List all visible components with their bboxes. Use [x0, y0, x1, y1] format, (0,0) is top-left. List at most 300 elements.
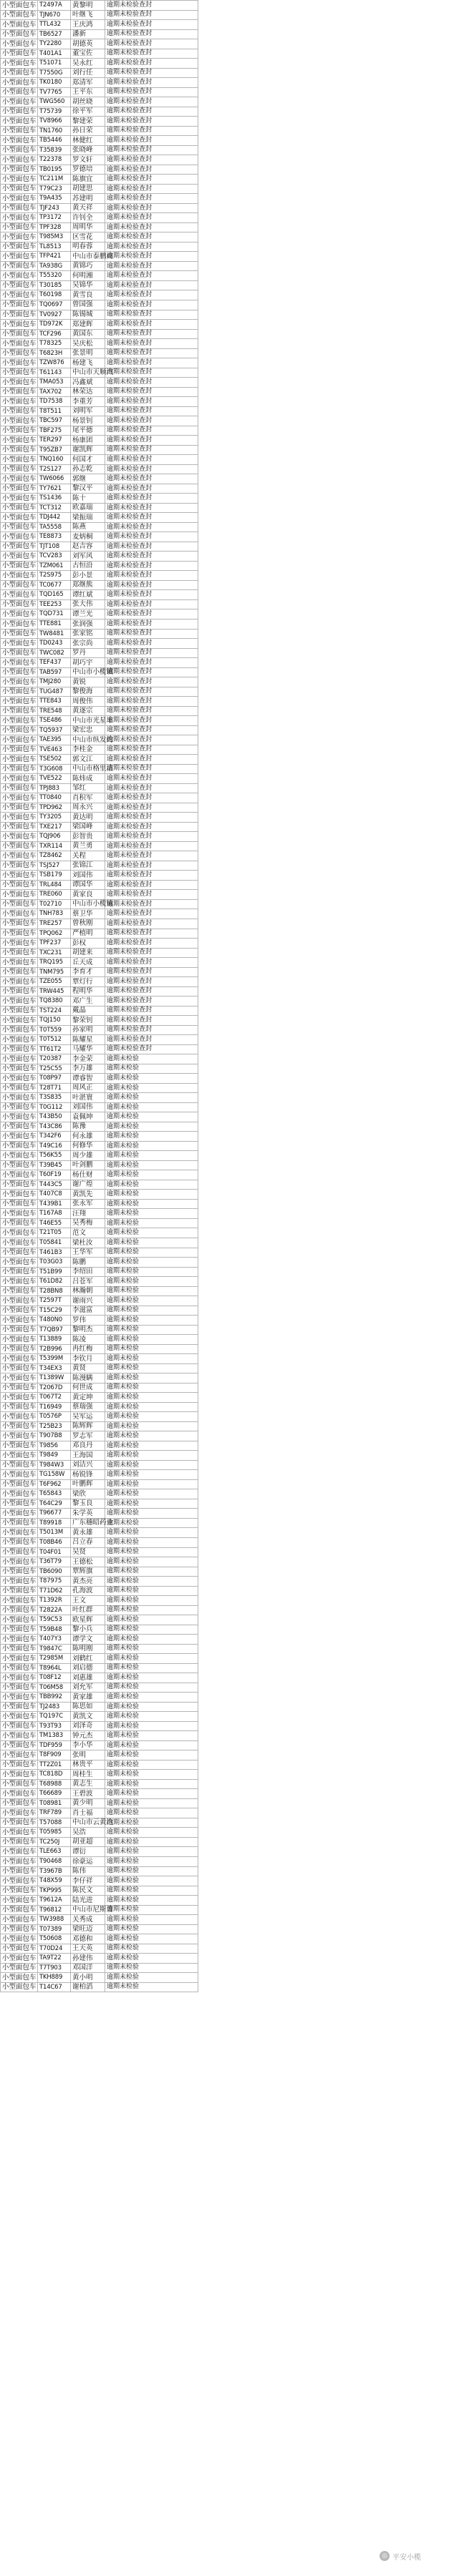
owner-name-cell: 刘惠雄: [71, 1673, 105, 1683]
status-cell: 逾期未检验查封: [105, 280, 198, 290]
vehicle-type-cell: 小型面包车: [1, 1228, 38, 1238]
plate-number-cell: T6823H: [38, 348, 71, 358]
vehicle-type-cell: 小型面包车: [1, 39, 38, 49]
status-cell: 逾期未检验查封: [105, 958, 198, 968]
vehicle-type-cell: 小型面包车: [1, 755, 38, 765]
plate-number-cell: TRE060: [38, 890, 71, 900]
status-cell: 逾期未检验查封: [105, 677, 198, 687]
table-row: [1, 1537, 198, 1547]
vehicle-type-cell: 小型面包车: [1, 1190, 38, 1200]
vehicle-type-cell: 小型面包车: [1, 87, 38, 97]
owner-name-cell: 周桂生: [71, 1770, 105, 1780]
owner-name-cell: 王华军: [71, 1248, 105, 1258]
vehicle-type-cell: 小型面包车: [1, 1760, 38, 1770]
plate-number-cell: TKP995: [38, 1886, 71, 1896]
vehicle-type-cell: 小型面包车: [1, 609, 38, 619]
status-cell: 逾期未检验查封: [105, 716, 198, 726]
plate-number-cell: TSE486: [38, 716, 71, 726]
plate-number-cell: TFP421: [38, 252, 71, 262]
status-cell: 逾期未检验查封: [105, 755, 198, 765]
plate-number-cell: T984W3: [38, 1460, 71, 1470]
table-row: [1, 803, 198, 813]
owner-name-cell: 黄贤: [71, 1363, 105, 1373]
vehicle-type-cell: 小型面包车: [1, 1586, 38, 1596]
owner-name-cell: 罗伟: [71, 1316, 105, 1326]
status-cell: 逾期未检验: [105, 1258, 198, 1268]
table-row: [1, 97, 198, 107]
plate-number-cell: TQJ150: [38, 1016, 71, 1026]
table-row: [1, 503, 198, 513]
plate-number-cell: T2497A: [38, 1, 71, 11]
owner-name-cell: 黎玉良: [71, 1499, 105, 1509]
plate-number-cell: TMA053: [38, 378, 71, 388]
owner-name-cell: 谭衍: [71, 1847, 105, 1857]
table-row: [1, 1760, 198, 1770]
vehicle-type-cell: 小型面包车: [1, 1044, 38, 1054]
table-row: [1, 735, 198, 745]
owner-name-cell: 陈辉辉: [71, 1421, 105, 1431]
owner-name-cell: 谢凯辉: [71, 445, 105, 455]
vehicle-type-cell: 小型面包车: [1, 1567, 38, 1577]
status-cell: 逾期未检验: [105, 1479, 198, 1489]
table-row: [1, 1673, 198, 1683]
plate-number-cell: TTE843: [38, 697, 71, 707]
plate-number-cell: TP3172: [38, 213, 71, 223]
plate-number-cell: TSE502: [38, 755, 71, 765]
table-row: [1, 716, 198, 726]
plate-number-cell: TT61T2: [38, 1044, 71, 1054]
vehicle-type-cell: 小型面包车: [1, 996, 38, 1007]
owner-name-cell: 关程: [71, 851, 105, 861]
vehicle-type-cell: 小型面包车: [1, 1557, 38, 1567]
table-row: [1, 474, 198, 484]
table-row: [1, 436, 198, 446]
table-row: [1, 1750, 198, 1760]
plate-number-cell: T51B99: [38, 1267, 71, 1277]
plate-number-cell: TXR114: [38, 841, 71, 851]
vehicle-type-cell: 小型面包车: [1, 1635, 38, 1645]
vehicle-type-cell: 小型面包车: [1, 1577, 38, 1587]
owner-name-cell: 关秀成: [71, 1915, 105, 1925]
vehicle-type-cell: 小型面包车: [1, 1363, 38, 1373]
plate-number-cell: T61143: [38, 368, 71, 378]
owner-name-cell: 李小华: [71, 1740, 105, 1750]
owner-name-cell: 王天英: [71, 1944, 105, 1954]
table-row: [1, 958, 198, 968]
vehicle-type-cell: 小型面包车: [1, 107, 38, 117]
status-cell: 逾期未检验: [105, 1605, 198, 1615]
table-row: [1, 890, 198, 900]
table-row: [1, 1683, 198, 1693]
owner-name-cell: 何国才: [71, 455, 105, 465]
status-cell: 逾期未检验查封: [105, 948, 198, 958]
vehicle-type-cell: 小型面包车: [1, 1054, 38, 1064]
plate-number-cell: T71D62: [38, 1586, 71, 1596]
table-row: [1, 1896, 198, 1906]
vehicle-type-cell: 小型面包车: [1, 494, 38, 504]
owner-name-cell: 梁国峰: [71, 822, 105, 832]
table-row: [1, 484, 198, 494]
owner-name-cell: 孙建伟: [71, 1954, 105, 1964]
table-row: [1, 977, 198, 987]
vehicle-type-cell: 小型面包车: [1, 745, 38, 755]
plate-number-cell: T8F909: [38, 1750, 71, 1760]
plate-number-cell: T2S127: [38, 464, 71, 474]
table-row: [1, 1982, 198, 1992]
owner-name-cell: 邹红: [71, 783, 105, 793]
vehicle-type-cell: 小型面包车: [1, 1112, 38, 1122]
table-row: [1, 1779, 198, 1789]
vehicle-type-cell: 小型面包车: [1, 1518, 38, 1528]
vehicle-type-cell: 小型面包车: [1, 194, 38, 204]
table-row: [1, 261, 198, 271]
owner-name-cell: 王海国: [71, 1451, 105, 1461]
table-row: [1, 1712, 198, 1722]
vehicle-type-cell: 小型面包车: [1, 1818, 38, 1828]
vehicle-type-cell: 小型面包车: [1, 1460, 38, 1470]
status-cell: 逾期未检验查封: [105, 745, 198, 755]
plate-number-cell: TMJ280: [38, 677, 71, 687]
plate-number-cell: TA9T22: [38, 1954, 71, 1964]
plate-number-cell: TZE055: [38, 977, 71, 987]
plate-number-cell: T64C29: [38, 1499, 71, 1509]
status-cell: 逾期未检验查封: [105, 725, 198, 735]
table-row: [1, 764, 198, 774]
status-cell: 逾期未检验查封: [105, 165, 198, 175]
owner-name-cell: 刘允军: [71, 1683, 105, 1693]
table-row: [1, 1344, 198, 1354]
table-row: [1, 29, 198, 39]
vehicle-type-cell: 小型面包车: [1, 697, 38, 707]
owner-name-cell: 梁宏忠: [71, 725, 105, 735]
vehicle-type-cell: 小型面包车: [1, 49, 38, 59]
owner-name-cell: 陈燕: [71, 522, 105, 532]
owner-name-cell: 刘泽奇: [71, 1721, 105, 1731]
table-row: [1, 1393, 198, 1403]
owner-name-cell: 肖积军: [71, 793, 105, 803]
plate-number-cell: TSJ527: [38, 861, 71, 871]
table-row: [1, 1702, 198, 1712]
plate-number-cell: TM1383: [38, 1731, 71, 1741]
status-cell: 逾期未检验查封: [105, 1, 198, 11]
status-cell: 逾期未检验查封: [105, 648, 198, 658]
table-row: [1, 1160, 198, 1170]
owner-name-cell: 黄少明: [71, 1798, 105, 1808]
plate-number-cell: T05985: [38, 1828, 71, 1838]
status-cell: 逾期未检验: [105, 1693, 198, 1703]
plate-number-cell: T2985M: [38, 1654, 71, 1664]
vehicle-type-cell: 小型面包车: [1, 252, 38, 262]
owner-name-cell: 黄凯文: [71, 1712, 105, 1722]
owner-name-cell: 郑建辉: [71, 320, 105, 330]
status-cell: 逾期未检验查封: [105, 222, 198, 232]
plate-number-cell: TJN670: [38, 10, 71, 20]
status-cell: 逾期未检验: [105, 1779, 198, 1789]
status-cell: 逾期未检验: [105, 1402, 198, 1412]
status-cell: 逾期未检验查封: [105, 1044, 198, 1054]
status-cell: 逾期未检验: [105, 1789, 198, 1799]
vehicle-type-cell: 小型面包车: [1, 1876, 38, 1886]
table-row: [1, 358, 198, 368]
status-cell: 逾期未检验查封: [105, 49, 198, 59]
vehicle-type-cell: 小型面包车: [1, 929, 38, 939]
vehicle-type-cell: 小型面包车: [1, 890, 38, 900]
status-cell: 逾期未检验: [105, 1335, 198, 1345]
owner-name-cell: 曾国强: [71, 300, 105, 310]
status-cell: 逾期未检验查封: [105, 126, 198, 136]
status-cell: 逾期未检验查封: [105, 406, 198, 416]
owner-name-cell: 谢雨兴: [71, 1296, 105, 1306]
vehicle-type-cell: 小型面包车: [1, 590, 38, 600]
plate-number-cell: TD972K: [38, 320, 71, 330]
status-cell: 逾期未检验: [105, 1518, 198, 1528]
table-row: [1, 455, 198, 465]
status-cell: 逾期未检验查封: [105, 667, 198, 677]
table-row: [1, 1209, 198, 1219]
vehicle-type-cell: 小型面包车: [1, 1982, 38, 1992]
owner-name-cell: 陈豫: [71, 1122, 105, 1132]
owner-name-cell: 吕苍军: [71, 1277, 105, 1287]
status-cell: 逾期未检验: [105, 1760, 198, 1770]
status-cell: 逾期未检验查封: [105, 310, 198, 320]
vehicle-type-cell: 小型面包车: [1, 1731, 38, 1741]
plate-number-cell: T66689: [38, 1789, 71, 1799]
status-cell: 逾期未检验查封: [105, 764, 198, 774]
vehicle-type-cell: 小型面包车: [1, 909, 38, 919]
plate-number-cell: T9849: [38, 1451, 71, 1461]
status-cell: 逾期未检验: [105, 1973, 198, 1983]
status-cell: 逾期未检验: [105, 1460, 198, 1470]
vehicle-type-cell: 小型面包车: [1, 658, 38, 668]
plate-number-cell: TBC597: [38, 416, 71, 426]
vehicle-type-cell: 小型面包车: [1, 1306, 38, 1316]
status-cell: 逾期未检验: [105, 1499, 198, 1509]
table-row: [1, 1363, 198, 1373]
table-row: [1, 1190, 198, 1200]
status-cell: 逾期未检验: [105, 1750, 198, 1760]
vehicle-type-cell: 小型面包车: [1, 1905, 38, 1915]
plate-number-cell: T2597T: [38, 1296, 71, 1306]
owner-name-cell: 李金荣: [71, 1054, 105, 1064]
vehicle-type-cell: 小型面包车: [1, 348, 38, 358]
owner-name-cell: 林瀚朝: [71, 1286, 105, 1296]
status-cell: 逾期未检验: [105, 1054, 198, 1064]
owner-name-cell: 徐平军: [71, 107, 105, 117]
owner-name-cell: 张润强: [71, 619, 105, 630]
plate-number-cell: TUG487: [38, 687, 71, 697]
vehicle-type-cell: 小型面包车: [1, 1537, 38, 1547]
owner-name-cell: 胡亚超: [71, 1837, 105, 1847]
status-cell: 逾期未检验查封: [105, 522, 198, 532]
plate-number-cell: T55320: [38, 271, 71, 281]
status-cell: 逾期未检验查封: [105, 1016, 198, 1026]
status-cell: 逾期未检验查封: [105, 880, 198, 890]
table-row: [1, 986, 198, 996]
status-cell: 逾期未检验: [105, 1770, 198, 1780]
plate-number-cell: TT0840: [38, 793, 71, 803]
plate-number-cell: TD0243: [38, 639, 71, 649]
table-row: [1, 561, 198, 571]
owner-name-cell: 古恒沿: [71, 561, 105, 571]
status-cell: 逾期未检验查封: [105, 136, 198, 146]
plate-number-cell: TB6527: [38, 29, 71, 39]
plate-number-cell: T34EX3: [38, 1363, 71, 1373]
status-cell: 逾期未检验查封: [105, 59, 198, 69]
owner-name-cell: 谢柏滔: [71, 1982, 105, 1992]
status-cell: 逾期未检验查封: [105, 803, 198, 813]
status-cell: 逾期未检验: [105, 1363, 198, 1373]
plate-number-cell: TC0677: [38, 580, 71, 590]
table-row: [1, 1489, 198, 1499]
status-cell: 逾期未检验查封: [105, 455, 198, 465]
status-cell: 逾期未检验: [105, 1509, 198, 1519]
table-row: [1, 599, 198, 609]
vehicle-type-cell: 小型面包车: [1, 793, 38, 803]
plate-number-cell: TB5446: [38, 136, 71, 146]
plate-number-cell: TJF243: [38, 203, 71, 213]
vehicle-type-cell: 小型面包车: [1, 68, 38, 78]
plate-number-cell: T78325: [38, 339, 71, 349]
owner-name-cell: 梁杜汝: [71, 1238, 105, 1248]
table-row: [1, 967, 198, 977]
vehicle-type-cell: 小型面包车: [1, 1006, 38, 1016]
owner-name-cell: 曾秋刚: [71, 919, 105, 929]
vehicle-type-cell: 小型面包车: [1, 426, 38, 436]
owner-name-cell: 刘明军: [71, 406, 105, 416]
table-row: [1, 871, 198, 881]
plate-number-cell: T04F01: [38, 1547, 71, 1557]
status-cell: 逾期未检验: [105, 1837, 198, 1847]
plate-number-cell: T167A8: [38, 1209, 71, 1219]
plate-number-cell: TPQ062: [38, 929, 71, 939]
status-cell: 逾期未检验: [105, 1122, 198, 1132]
status-cell: 逾期未检验查封: [105, 542, 198, 552]
owner-name-cell: 周少雄: [71, 1151, 105, 1161]
plate-number-cell: TPF237: [38, 939, 71, 949]
status-cell: 逾期未检验查封: [105, 184, 198, 194]
vehicle-type-cell: 小型面包车: [1, 1750, 38, 1760]
table-row: [1, 87, 198, 97]
table-row: [1, 126, 198, 136]
plate-number-cell: T95ZB7: [38, 445, 71, 455]
plate-number-cell: TW3988: [38, 1915, 71, 1925]
status-cell: 逾期未检验: [105, 1528, 198, 1538]
owner-name-cell: 叶继飞: [71, 10, 105, 20]
plate-number-cell: TZW876: [38, 358, 71, 368]
owner-name-cell: 吴军运: [71, 1412, 105, 1422]
plate-number-cell: T49C16: [38, 1141, 71, 1151]
status-cell: 逾期未检验: [105, 1451, 198, 1461]
plate-number-cell: TNH783: [38, 909, 71, 919]
plate-number-cell: TCF296: [38, 329, 71, 339]
table-row: [1, 542, 198, 552]
table-row: [1, 1044, 198, 1054]
status-cell: 逾期未检验: [105, 1944, 198, 1954]
owner-name-cell: 区雪花: [71, 232, 105, 243]
plate-number-cell: T79C23: [38, 184, 71, 194]
table-row: [1, 832, 198, 842]
status-cell: 逾期未检验查封: [105, 774, 198, 784]
owner-name-cell: 何世成: [71, 1383, 105, 1393]
table-row: [1, 107, 198, 117]
owner-name-cell: 中山市纵发约: [71, 735, 105, 745]
vehicle-type-cell: 小型面包车: [1, 706, 38, 716]
table-row: [1, 1093, 198, 1103]
table-row: [1, 1615, 198, 1625]
vehicle-type-cell: 小型面包车: [1, 271, 38, 281]
owner-name-cell: 刘鹤红: [71, 1654, 105, 1664]
owner-name-cell: 覃辉旗: [71, 1567, 105, 1577]
status-cell: 逾期未检验查封: [105, 464, 198, 474]
plate-number-cell: T08F12: [38, 1673, 71, 1683]
plate-number-cell: TRF789: [38, 1808, 71, 1818]
vehicle-type-cell: 小型面包车: [1, 1373, 38, 1384]
vehicle-type-cell: 小型面包车: [1, 1866, 38, 1876]
vehicle-type-cell: 小型面包车: [1, 213, 38, 223]
owner-name-cell: 黄家良: [71, 890, 105, 900]
plate-number-cell: TKH889: [38, 1973, 71, 1983]
owner-name-cell: 刘启德: [71, 1663, 105, 1673]
status-cell: 逾期未检验查封: [105, 78, 198, 88]
vehicle-type-cell: 小型面包车: [1, 445, 38, 455]
table-row: [1, 290, 198, 300]
plate-number-cell: T28T71: [38, 1083, 71, 1093]
vehicle-type-cell: 小型面包车: [1, 1625, 38, 1635]
vehicle-type-cell: 小型面包车: [1, 397, 38, 407]
status-cell: 逾期未检验: [105, 1547, 198, 1557]
owner-name-cell: 吴秀梅: [71, 1218, 105, 1228]
plate-number-cell: T28BN8: [38, 1286, 71, 1296]
vehicle-type-cell: 小型面包车: [1, 1122, 38, 1132]
vehicle-type-cell: 小型面包车: [1, 735, 38, 745]
plate-number-cell: T461B3: [38, 1248, 71, 1258]
table-row: [1, 1335, 198, 1345]
status-cell: 逾期未检验查封: [105, 552, 198, 562]
status-cell: 逾期未检验: [105, 1712, 198, 1722]
vehicle-type-cell: 小型面包车: [1, 1963, 38, 1973]
vehicle-type-cell: 小型面包车: [1, 813, 38, 823]
owner-name-cell: 黄兰勇: [71, 841, 105, 851]
status-cell: 逾期未检验: [105, 1218, 198, 1228]
plate-number-cell: T08P97: [38, 1074, 71, 1084]
plate-number-cell: T1392R: [38, 1596, 71, 1606]
owner-name-cell: 张宗尚: [71, 639, 105, 649]
status-cell: 逾期未检验查封: [105, 68, 198, 78]
table-row: [1, 1, 198, 11]
owner-name-cell: 程明华: [71, 986, 105, 996]
status-cell: 逾期未检验查封: [105, 735, 198, 745]
vehicle-type-cell: 小型面包车: [1, 1421, 38, 1431]
owner-name-cell: 王文: [71, 1596, 105, 1606]
vehicle-type-cell: 小型面包车: [1, 1335, 38, 1345]
status-cell: 逾期未检验: [105, 1064, 198, 1074]
vehicle-type-cell: 小型面包车: [1, 1209, 38, 1219]
status-cell: 逾期未检验查封: [105, 658, 198, 668]
vehicle-type-cell: 小型面包车: [1, 1547, 38, 1557]
table-row: [1, 813, 198, 823]
plate-number-cell: TAX702: [38, 387, 71, 397]
vehicle-type-cell: 小型面包车: [1, 967, 38, 977]
plate-number-cell: TB6090: [38, 1567, 71, 1577]
status-cell: 逾期未检验: [105, 1683, 198, 1693]
plate-number-cell: T25B23: [38, 1421, 71, 1431]
owner-name-cell: 中山市格里洁: [71, 764, 105, 774]
table-row: [1, 20, 198, 30]
plate-number-cell: TK0180: [38, 78, 71, 88]
owner-name-cell: 彭权: [71, 939, 105, 949]
owner-name-cell: 黎俊海: [71, 687, 105, 697]
table-row: [1, 793, 198, 803]
